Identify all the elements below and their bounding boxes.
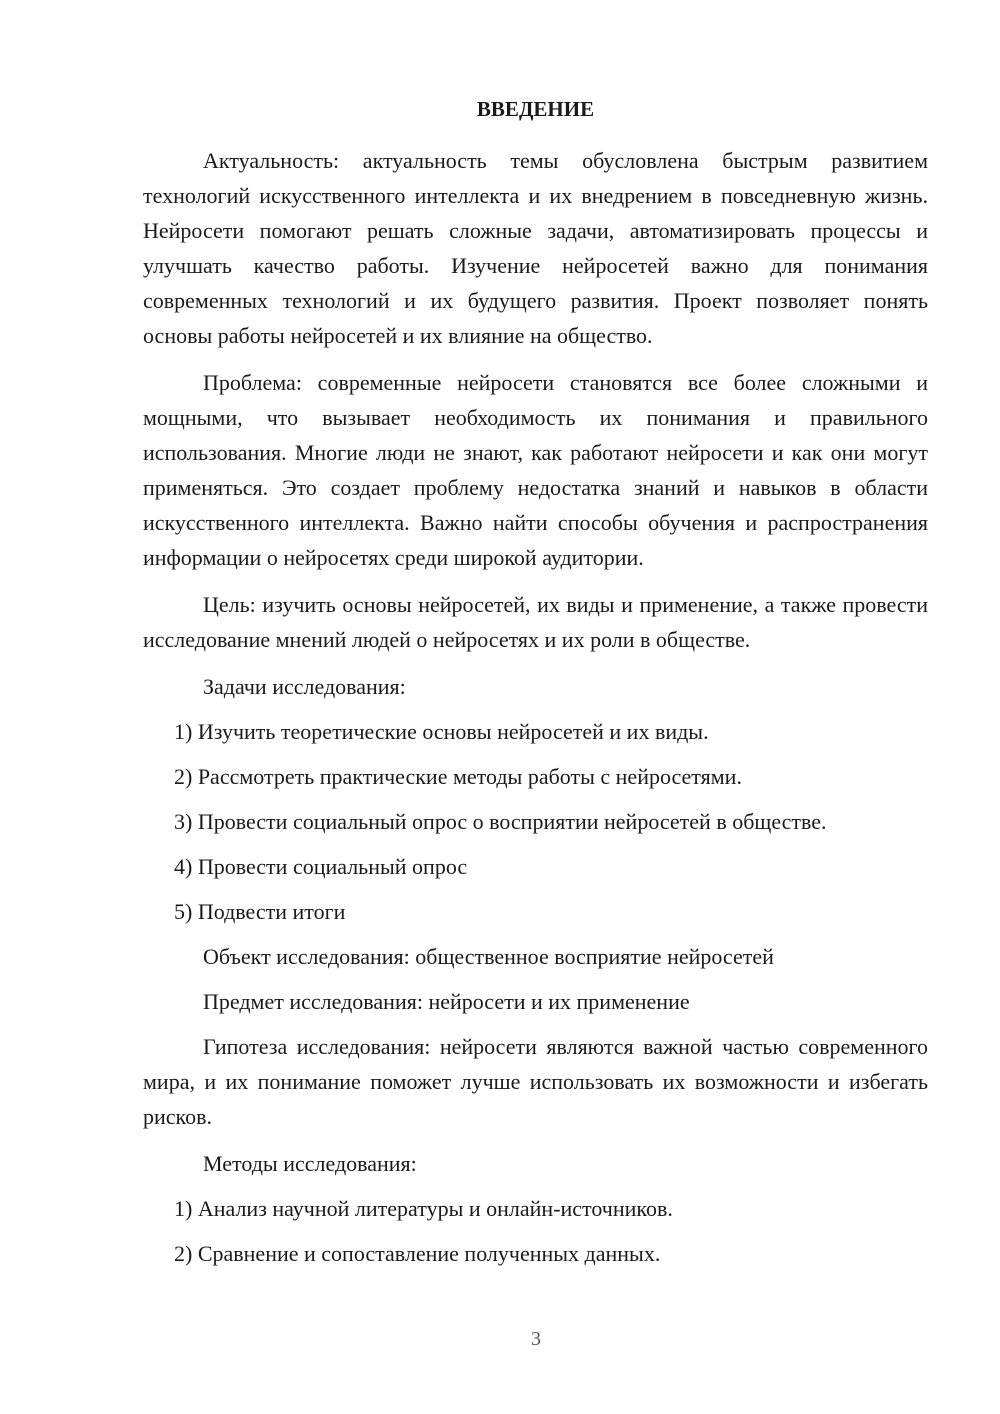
list-item: 5) Подвести итоги [174, 899, 346, 924]
list-item: 2) Сравнение и сопоставление полученных данных. [174, 1241, 661, 1266]
list-item: 2) Рассмотреть практические методы работы с нейросетями. [174, 764, 742, 789]
tasks-list [143, 714, 928, 929]
subject-line: Предмет исследования: нейросети и их применение [203, 989, 690, 1014]
goal-paragraph: Цель: изучить основы нейросетей, их виды и применение, а также провести исследование мнений людей о нейросетях и их роли в обществе. [143, 592, 928, 652]
methods-title: Методы исследования: [203, 1151, 417, 1176]
methods-list [143, 1191, 928, 1271]
tasks-title: Задачи исследования: [203, 674, 406, 699]
page-number: 3 [531, 1328, 541, 1350]
list-item: 3) Провести социальный опрос о восприятии нейросетей в обществе. [174, 809, 827, 834]
document-page [143, 92, 928, 1281]
object-line: Объект исследования: общественное восприятие нейросетей [203, 944, 774, 969]
relevance-paragraph: Актуальность: актуальность темы обусловлена быстрым развитием технологий искусственного интеллекта и их внедрением в повседневную жизнь. Нейросети помогают решать сложные задачи, автоматизировать процессы и улучшать качество работы. Изучение нейросетей важно для понимания современных технологий и их будущего развития. Проект позволяет понять основы работы нейросетей и их влияние на общество. [143, 148, 928, 348]
section-heading: ВВЕДЕНИЕ [476, 97, 595, 121]
list-item: 1) Анализ научной литературы и онлайн-источников. [174, 1196, 673, 1221]
list-item: 1) Изучить теоретические основы нейросетей и их виды. [174, 719, 709, 744]
hypothesis-paragraph: Гипотеза исследования: нейросети являются важной частью современного мира, и их понимание поможет лучше использовать их возможности и избегать рисков. [143, 1034, 928, 1129]
list-item: 4) Провести социальный опрос [174, 854, 468, 879]
problem-paragraph: Проблема: современные нейросети становятся все более сложными и мощными, что вызывает необходимость их понимания и правильного использования. Многие люди не знают, как работают нейросети и как они могут применяться. Это создает проблему недостатка знаний и навыков в области искусственного интеллекта. Важно найти способы обучения и распространения информации о нейросетях среди широкой аудитории. [143, 370, 928, 570]
